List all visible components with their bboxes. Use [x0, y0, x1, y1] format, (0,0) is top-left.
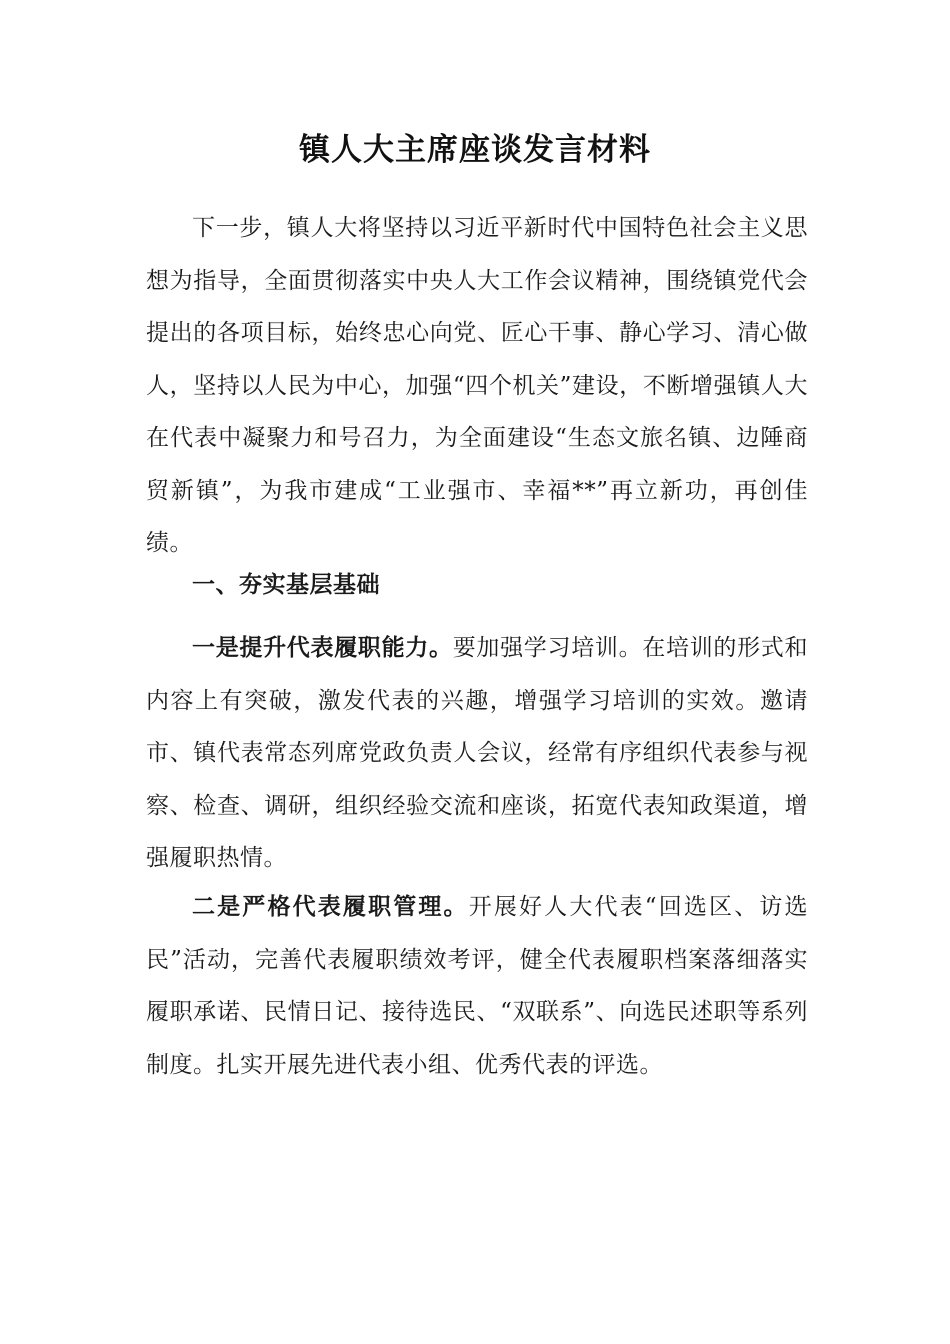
- item-paragraph-1: [146, 622, 808, 885]
- intro-paragraph: 下一步，镇人大将坚持以习近平新时代中国特色社会主义思想为指导，全面贯彻落实中央人大工作会议精神，围绕镇党代会提出的各项目标，始终忠心向党、匠心干事、静心学习、清心做人，坚持以人民为中心，加强“四个机关”建设，不断增强镇人大在代表中凝聚力和号召力，为全面建设“生态文旅名镇、边陲商贸新镇”，为我市建成“工业强市、幸福**”再立新功，再创佳绩。: [146, 215, 808, 556]
- item-text-1: 要加强学习培训。在培训的形式和内容上有突破，激发代表的兴趣，增强学习培训的实效。邀请市、镇代表常态列席党政负责人会议，经常有序组织代表参与视察、检查、调研，组织经验交流和座谈，拓宽代表知政渠道，增强履职热情。: [146, 635, 809, 871]
- document-title: 镇人大主席座谈发言材料: [299, 132, 651, 168]
- section-heading: 一、夯实基层基础: [192, 571, 380, 598]
- item-lead-1: 一是提升代表履职能力。: [192, 634, 453, 661]
- item-text-2: 开展好人大代表“回选区、访选民”活动，完善代表履职绩效考评，健全代表履职档案落细落实履职承诺、民情日记、接待选民、“双联系”、向选民述职等系列制度。扎实开展先进代表小组、优秀代表的评选。: [146, 894, 808, 1078]
- item-paragraph-2: [146, 881, 808, 1091]
- item-lead-2: 二是严格代表履职管理。: [192, 893, 469, 920]
